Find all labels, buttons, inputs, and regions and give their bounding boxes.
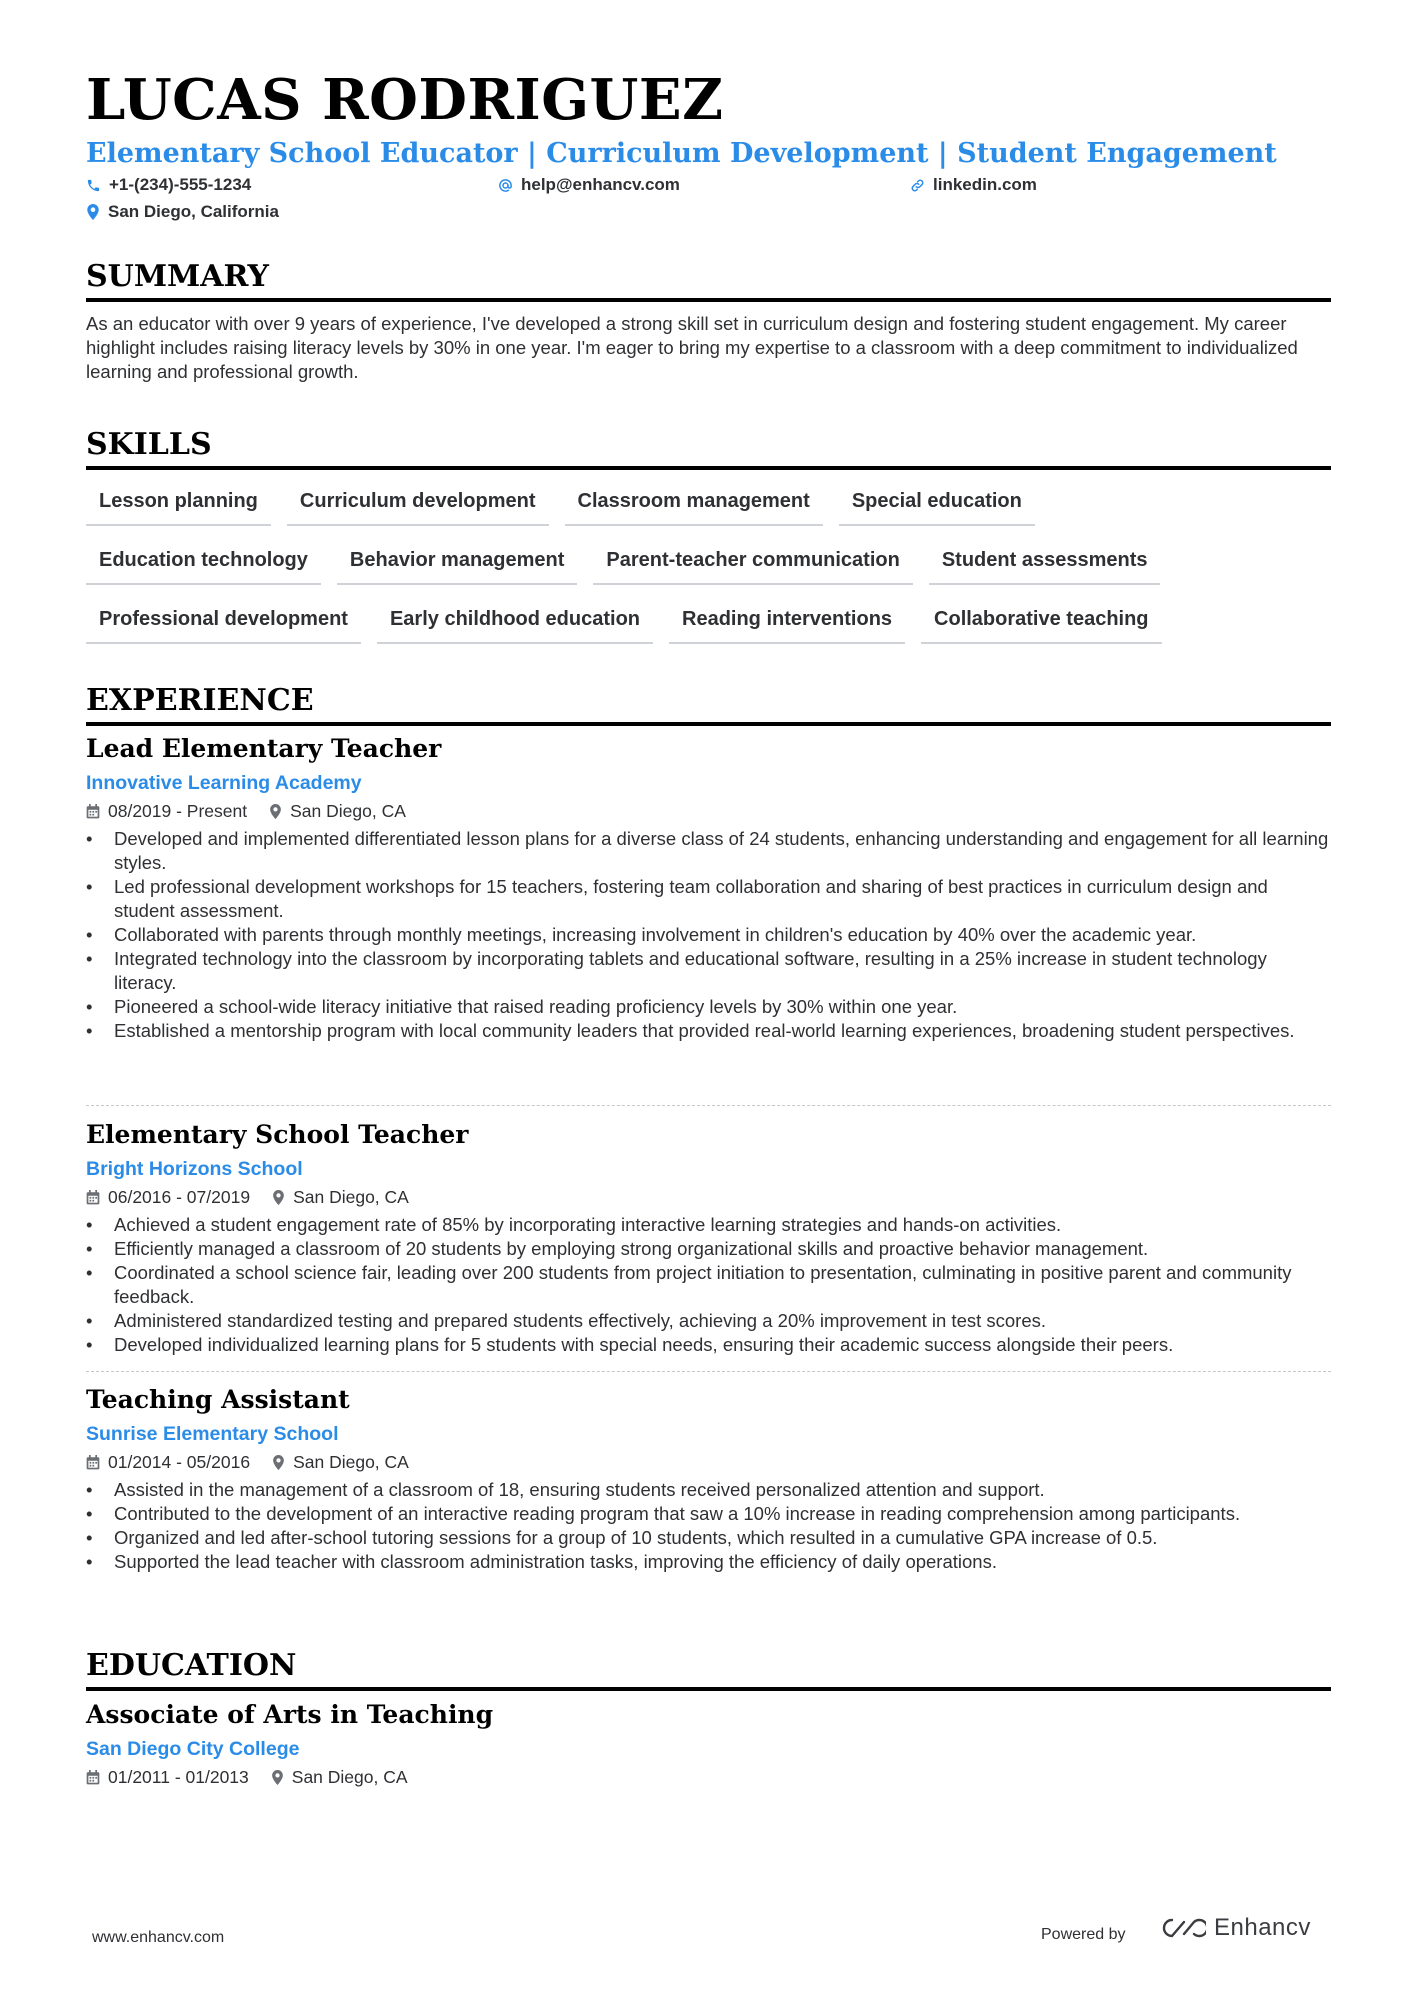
powered-by-label: Powered by	[1041, 1926, 1126, 1943]
bullet-item: • Contributed to the development of an interactive reading program that saw a 10% increase in reading comprehension among participants.	[86, 1502, 1331, 1526]
contact-location	[86, 202, 279, 222]
skills-row	[86, 602, 1331, 661]
job-location: San Diego, CA	[293, 1452, 409, 1472]
job-meta	[86, 1186, 1331, 1208]
calendar-icon	[86, 1455, 100, 1470]
bullet-item: • Assisted in the management of a classroom of 18, ensuring students received personalized attention and support.	[86, 1478, 1331, 1502]
entry-divider	[86, 1371, 1331, 1372]
location-pin-icon	[272, 1190, 285, 1205]
location-pin-icon	[269, 804, 282, 819]
bullet-item: • Pioneered a school-wide literacy initiative that raised reading proficiency levels by 30% within one year.	[86, 995, 1331, 1019]
enhancv-logo[interactable]	[1160, 1914, 1311, 1942]
bullet-item: • Organized and led after-school tutoring sessions for a group of 10 students, which resulted in a cumulative GPA increase of 0.5.	[86, 1526, 1331, 1550]
phone-icon	[86, 178, 101, 193]
section-title-summary: SUMMARY	[86, 262, 1331, 302]
bullet-item: • Established a mentorship program with local community leaders that provided real-world learning experiences, broadening student perspectives.	[86, 1019, 1331, 1043]
skill-tag: Special education	[839, 484, 1035, 526]
job-title: Lead Elementary Teacher	[86, 734, 442, 763]
school-name: San Diego City College	[86, 1738, 300, 1760]
skill-tag: Professional development	[86, 602, 361, 644]
bullet-item: • Developed individualized learning plans for 5 students with special needs, ensuring their academic success alongside their peers.	[86, 1333, 1331, 1357]
at-icon	[498, 178, 513, 193]
job-bullets	[86, 1213, 1331, 1357]
skill-tag: Classroom management	[565, 484, 823, 526]
company-name: Innovative Learning Academy	[86, 772, 362, 794]
bullet-item: • Developed and implemented differentiated lesson plans for a diverse class of 24 students, enhancing understanding and engagement for all learning styles.	[86, 827, 1331, 875]
experience-entry	[86, 1385, 1331, 1574]
degree-title: Associate of Arts in Teaching	[86, 1700, 494, 1729]
skill-tag: Behavior management	[337, 543, 578, 585]
job-dates: 01/2014 - 05/2016	[108, 1452, 251, 1472]
job-location: San Diego, CA	[290, 801, 406, 821]
summary-text: As an educator with over 9 years of experience, I've developed a strong skill set in curriculum design and fostering student engagement. My career highlight includes raising literacy levels by 30% in one year. I'm eager to bring my expertise to a classroom with a deep commitment to individualized learning and professional growth.	[86, 313, 1298, 382]
section-title-experience: EXPERIENCE	[86, 686, 1331, 726]
section-title-education: EDUCATION	[86, 1651, 1331, 1691]
job-dates: 06/2016 - 07/2019	[108, 1187, 251, 1207]
candidate-name: LUCAS RODRIGUEZ	[86, 67, 724, 133]
bullet-item: • Efficiently managed a classroom of 20 students by employing strong organizational skills and proactive behavior management.	[86, 1237, 1331, 1261]
job-meta	[86, 1451, 1331, 1473]
education-meta	[86, 1766, 1331, 1788]
experience-entry	[86, 734, 1331, 1043]
job-dates: 08/2019 - Present	[108, 801, 248, 821]
calendar-icon	[86, 804, 100, 819]
education-entry	[86, 1700, 1331, 1788]
job-title: Elementary School Teacher	[86, 1120, 469, 1149]
phone-text: +1-(234)-555-1234	[109, 175, 252, 194]
contact-email[interactable]	[498, 175, 680, 195]
location-pin-icon	[272, 1455, 285, 1470]
contact-linkedin[interactable]	[910, 175, 1037, 195]
headline: Elementary School Educator | Curriculum Development | Student Engagement	[86, 138, 1277, 169]
section-title-skills: SKILLS	[86, 430, 1331, 470]
skill-tag: Parent-teacher communication	[593, 543, 912, 585]
skill-tag: Education technology	[86, 543, 321, 585]
skill-tag: Reading interventions	[669, 602, 905, 644]
calendar-icon	[86, 1770, 100, 1785]
linkedin-text: linkedin.com	[933, 175, 1037, 194]
bullet-item: • Administered standardized testing and prepared students effectively, achieving a 20% improvement in test scores.	[86, 1309, 1331, 1333]
education-location: San Diego, CA	[291, 1767, 408, 1787]
skill-tag: Student assessments	[929, 543, 1161, 585]
bullet-item: • Supported the lead teacher with classroom administration tasks, improving the efficiency of daily operations.	[86, 1550, 1331, 1574]
job-title: Teaching Assistant	[86, 1385, 350, 1414]
email-text: help@enhancv.com	[521, 175, 680, 194]
entry-divider	[86, 1105, 1331, 1106]
company-name: Bright Horizons School	[86, 1158, 303, 1180]
skills-list	[86, 484, 1331, 661]
company-name: Sunrise Elementary School	[86, 1423, 339, 1445]
skill-tag: Early childhood education	[377, 602, 653, 644]
enhancv-logo-icon	[1160, 1916, 1206, 1940]
education-dates: 01/2011 - 01/2013	[108, 1767, 249, 1787]
experience-entry	[86, 1120, 1331, 1357]
skill-tag: Lesson planning	[86, 484, 271, 526]
bullet-item: • Achieved a student engagement rate of 85% by incorporating interactive learning strategies and hands-on activities.	[86, 1213, 1331, 1237]
calendar-icon	[86, 1190, 100, 1205]
contact-phone	[86, 175, 251, 195]
job-bullets	[86, 827, 1331, 1043]
job-bullets	[86, 1478, 1331, 1574]
skills-row	[86, 484, 1331, 543]
bullet-item: • Collaborated with parents through monthly meetings, increasing involvement in children's education by 40% over the academic year.	[86, 923, 1331, 947]
footer-url[interactable]: www.enhancv.com	[92, 1929, 225, 1946]
skills-row	[86, 543, 1331, 602]
bullet-item: • Coordinated a school science fair, leading over 200 students from project initiation to presentation, culminating in positive parent and community feedback.	[86, 1261, 1331, 1309]
link-icon	[910, 178, 925, 193]
enhancv-logo-text: Enhancv	[1214, 1914, 1311, 1941]
job-location: San Diego, CA	[293, 1187, 409, 1207]
skill-tag: Curriculum development	[287, 484, 549, 526]
location-pin-icon	[86, 204, 100, 220]
job-meta	[86, 800, 1331, 822]
location-pin-icon	[271, 1770, 284, 1785]
location-text: San Diego, California	[108, 202, 279, 221]
bullet-item: • Led professional development workshops for 15 teachers, fostering team collaboration and sharing of best practices in curriculum design and student assessment.	[86, 875, 1331, 923]
skill-tag: Collaborative teaching	[921, 602, 1162, 644]
bullet-item: • Integrated technology into the classroom by incorporating tablets and educational software, resulting in a 25% increase in student technology literacy.	[86, 947, 1331, 995]
